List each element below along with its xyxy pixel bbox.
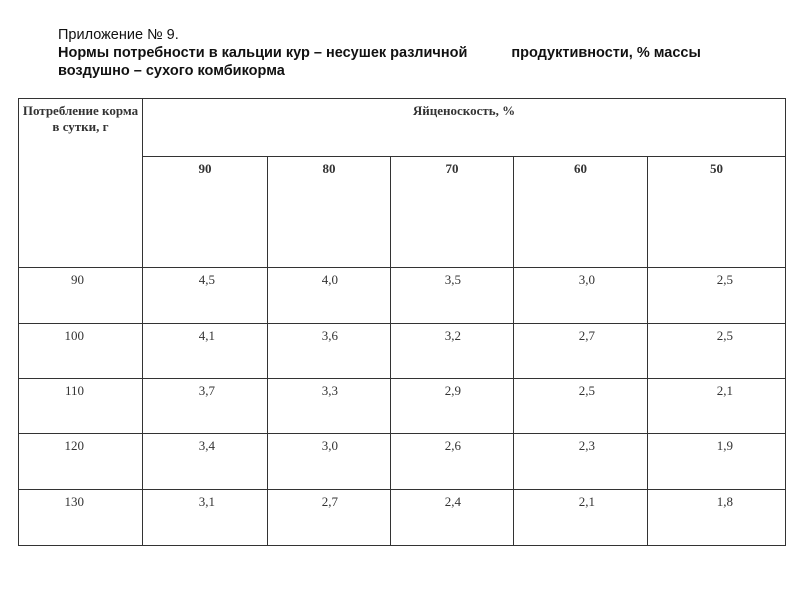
- table-cell: 3,4: [143, 434, 268, 490]
- table-cell: 2,9: [391, 379, 514, 434]
- table-cell: 2,7: [514, 324, 648, 379]
- table-cell: 3,1: [143, 490, 268, 546]
- table-cell: 2,1: [648, 379, 786, 434]
- table-cell: 3,2: [391, 324, 514, 379]
- calcium-norms-table: [18, 98, 786, 546]
- table-cell: 3,5: [391, 268, 514, 324]
- feed-header-cell: Потребление корма в сутки, г: [19, 99, 143, 268]
- appendix-label: Приложение № 9.: [58, 27, 179, 43]
- egg-production-header: Яйценоскость, %: [143, 99, 786, 157]
- table-cell: 3,3: [268, 379, 391, 434]
- egg-pct-90: 90: [143, 157, 268, 268]
- table-cell: 3,0: [514, 268, 648, 324]
- feed-value: 130: [19, 490, 143, 546]
- title-line-2: воздушно – сухого комбикорма: [58, 63, 285, 79]
- title-part-2: продуктивности, % массы: [511, 45, 701, 61]
- egg-pct-60: 60: [514, 157, 648, 268]
- table-cell: 4,0: [268, 268, 391, 324]
- table-row: [19, 268, 786, 324]
- feed-value: 90: [19, 268, 143, 324]
- table-cell: 4,5: [143, 268, 268, 324]
- feed-value: 110: [19, 379, 143, 434]
- title-line-1: [58, 44, 701, 62]
- table-row: [19, 379, 786, 434]
- table-cell: 3,0: [268, 434, 391, 490]
- table-cell: 3,7: [143, 379, 268, 434]
- table-cell: 2,5: [648, 268, 786, 324]
- table-cell: 2,4: [391, 490, 514, 546]
- table-cell: 2,5: [648, 324, 786, 379]
- title-part-1: Нормы потребности в кальции кур – несушек различной: [58, 45, 468, 61]
- table-cell: 4,1: [143, 324, 268, 379]
- table-cell: 2,6: [391, 434, 514, 490]
- table-cell: 2,3: [514, 434, 648, 490]
- table-cell: 2,5: [514, 379, 648, 434]
- table-cell: 3,6: [268, 324, 391, 379]
- caption: [58, 26, 701, 80]
- table-cell: 1,9: [648, 434, 786, 490]
- egg-pct-50: 50: [648, 157, 786, 268]
- table-cell: 2,7: [268, 490, 391, 546]
- table-row: [19, 434, 786, 490]
- table-row: [19, 324, 786, 379]
- feed-value: 120: [19, 434, 143, 490]
- header-row-1: [19, 99, 786, 157]
- egg-pct-80: 80: [268, 157, 391, 268]
- table-cell: 1,8: [648, 490, 786, 546]
- table-row: [19, 490, 786, 546]
- table-cell: 2,1: [514, 490, 648, 546]
- feed-value: 100: [19, 324, 143, 379]
- egg-pct-70: 70: [391, 157, 514, 268]
